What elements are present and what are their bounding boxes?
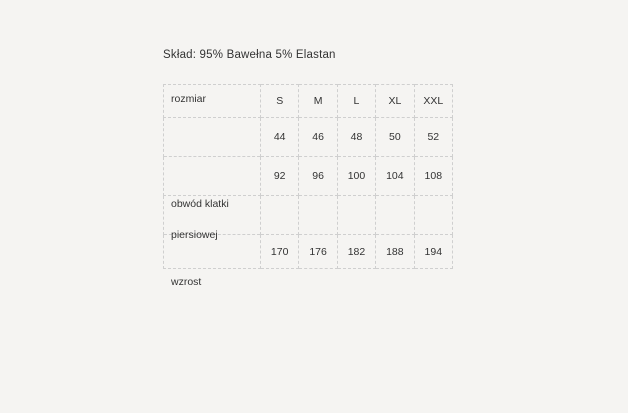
row-label-chest <box>164 157 261 196</box>
label-rozmiar: rozmiar <box>171 93 207 105</box>
row-label-height <box>164 235 261 269</box>
chest-cell-xl: 104 <box>376 157 414 196</box>
chest-cell-empty-m <box>299 196 337 235</box>
size-cell-l: L <box>337 85 375 118</box>
chest-cell-empty-xxl <box>414 196 452 235</box>
size-cell-s: S <box>261 85 299 118</box>
size-cell-m: M <box>299 85 337 118</box>
table-row-sizes <box>164 85 453 118</box>
table-row-numeric-sizes <box>164 118 453 157</box>
chest-cell-empty-s <box>261 196 299 235</box>
composition-text: Skład: 95% Bawełna 5% Elastan <box>163 49 336 61</box>
height-cell-s: 170 <box>261 235 299 269</box>
row-label-size-continued <box>164 118 261 157</box>
label-wzrost: wzrost <box>171 276 202 288</box>
numeric-size-cell-l: 48 <box>337 118 375 157</box>
row-label-size <box>164 85 261 118</box>
table-row-chest-continued <box>164 196 453 235</box>
chest-cell-l: 100 <box>337 157 375 196</box>
chest-cell-empty-xl <box>376 196 414 235</box>
height-cell-xxl: 194 <box>414 235 452 269</box>
height-cell-m: 176 <box>299 235 337 269</box>
row-label-chest-continued <box>164 196 261 235</box>
height-cell-xl: 188 <box>376 235 414 269</box>
height-cell-l: 182 <box>337 235 375 269</box>
numeric-size-cell-xl: 50 <box>376 118 414 157</box>
chest-cell-xxl: 108 <box>414 157 452 196</box>
chest-cell-m: 96 <box>299 157 337 196</box>
numeric-size-cell-s: 44 <box>261 118 299 157</box>
label-chest-line-1: obwód klatki <box>171 198 229 210</box>
chest-cell-s: 92 <box>261 157 299 196</box>
numeric-size-cell-m: 46 <box>299 118 337 157</box>
size-cell-xxl: XXL <box>414 85 452 118</box>
table-row-chest <box>164 157 453 196</box>
size-cell-xl: XL <box>376 85 414 118</box>
table-row-height <box>164 235 453 269</box>
numeric-size-cell-xxl: 52 <box>414 118 452 157</box>
label-chest-line-2: piersiowej <box>171 229 218 241</box>
chest-cell-empty-l <box>337 196 375 235</box>
size-table <box>163 84 453 269</box>
